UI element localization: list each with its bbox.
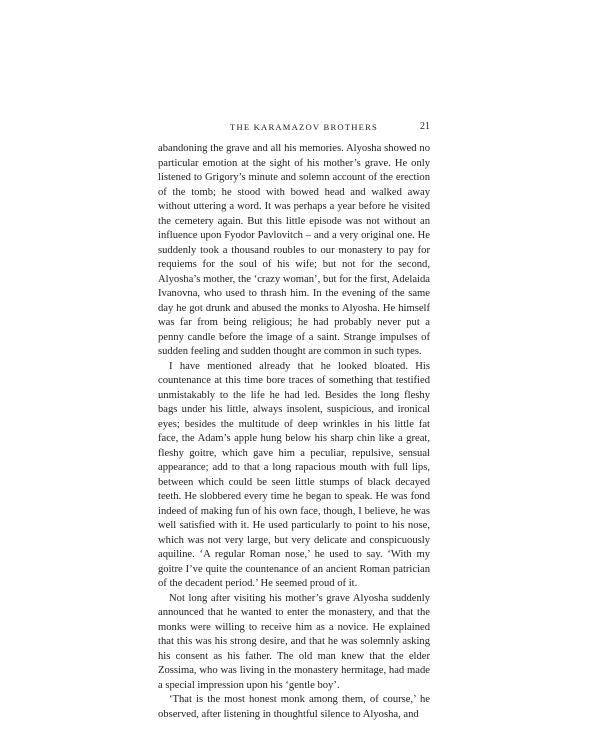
page-number: 21 xyxy=(420,121,430,132)
book-page xyxy=(158,120,430,722)
running-title: THE KARAMAZOV BROTHERS xyxy=(230,122,378,132)
body-text xyxy=(158,142,430,722)
running-head xyxy=(158,120,430,134)
paragraph: ‘That is the most honest monk among them, of course,’ he observed, after listening in thoughtful silence to Alyosha, and xyxy=(158,694,430,720)
paragraph: I have mentioned already that he looked bloated. His countenance at this time bore traces of something that testified unmistakably to the life he had led. Besides the long fleshy bags under his little, always insolent, suspicious, and ironical eyes; besides the multitude of deep wrinkles in his little fat face, the Adam’s apple hung below his sharp chin like a great, fleshy goitre, which gave him a peculiar, repulsive, sensual appearance; add to that a long rapacious mouth with full lips, between which could be seen little stumps of black decayed teeth. He slobbered every time he began to speak. He was fond indeed of making fun of his own face, though, I believe, he was well satisfied with it. He used particularly to point to his nose, which was not very large, but very delicate and conspicuously aquiline. ‘A regular Roman nose,’ he used to say. ‘With my goitre I’ve quite the countenance of an ancient Roman patrician of the decadent period.’ He seemed proud of it. xyxy=(158,360,430,589)
paragraph: abandoning the grave and all his memories. Alyosha showed no particular emotion at the sight of his mother’s grave. He only listened to Grigory’s minute and solemn account of the erection of the tomb; he stood with bowed head and walked away without uttering a word. It was perhaps a year before he visited the cemetery again. But this little episode was not without an influence upon Fyodor Pavlovitch – and a very original one. He suddenly took a thousand roubles to our monastery to pay for requiems for the soul of his wife; but not for the second, Alyosha’s mother, the ‘crazy woman’, but for the first, Adelaida Ivanovna, who used to thrash him. In the evening of the same day he got drunk and abused the monks to Alyosha. He himself was far from being religious; he had probably never put a penny candle before the image of a saint. Strange impulses of sudden feeling and sudden thought are common in such types. xyxy=(158,143,430,357)
paragraph: Not long after visiting his mother’s grave Alyosha suddenly announced that he wanted to enter the monastery, and that the monks were willing to receive him as a novice. He explained that this was his strong desire, and that he was solemnly asking his consent as his father. The old man knew that the elder Zossima, who was living in the monastery hermitage, had made a special impression upon his ‘gentle boy’. xyxy=(158,592,430,691)
